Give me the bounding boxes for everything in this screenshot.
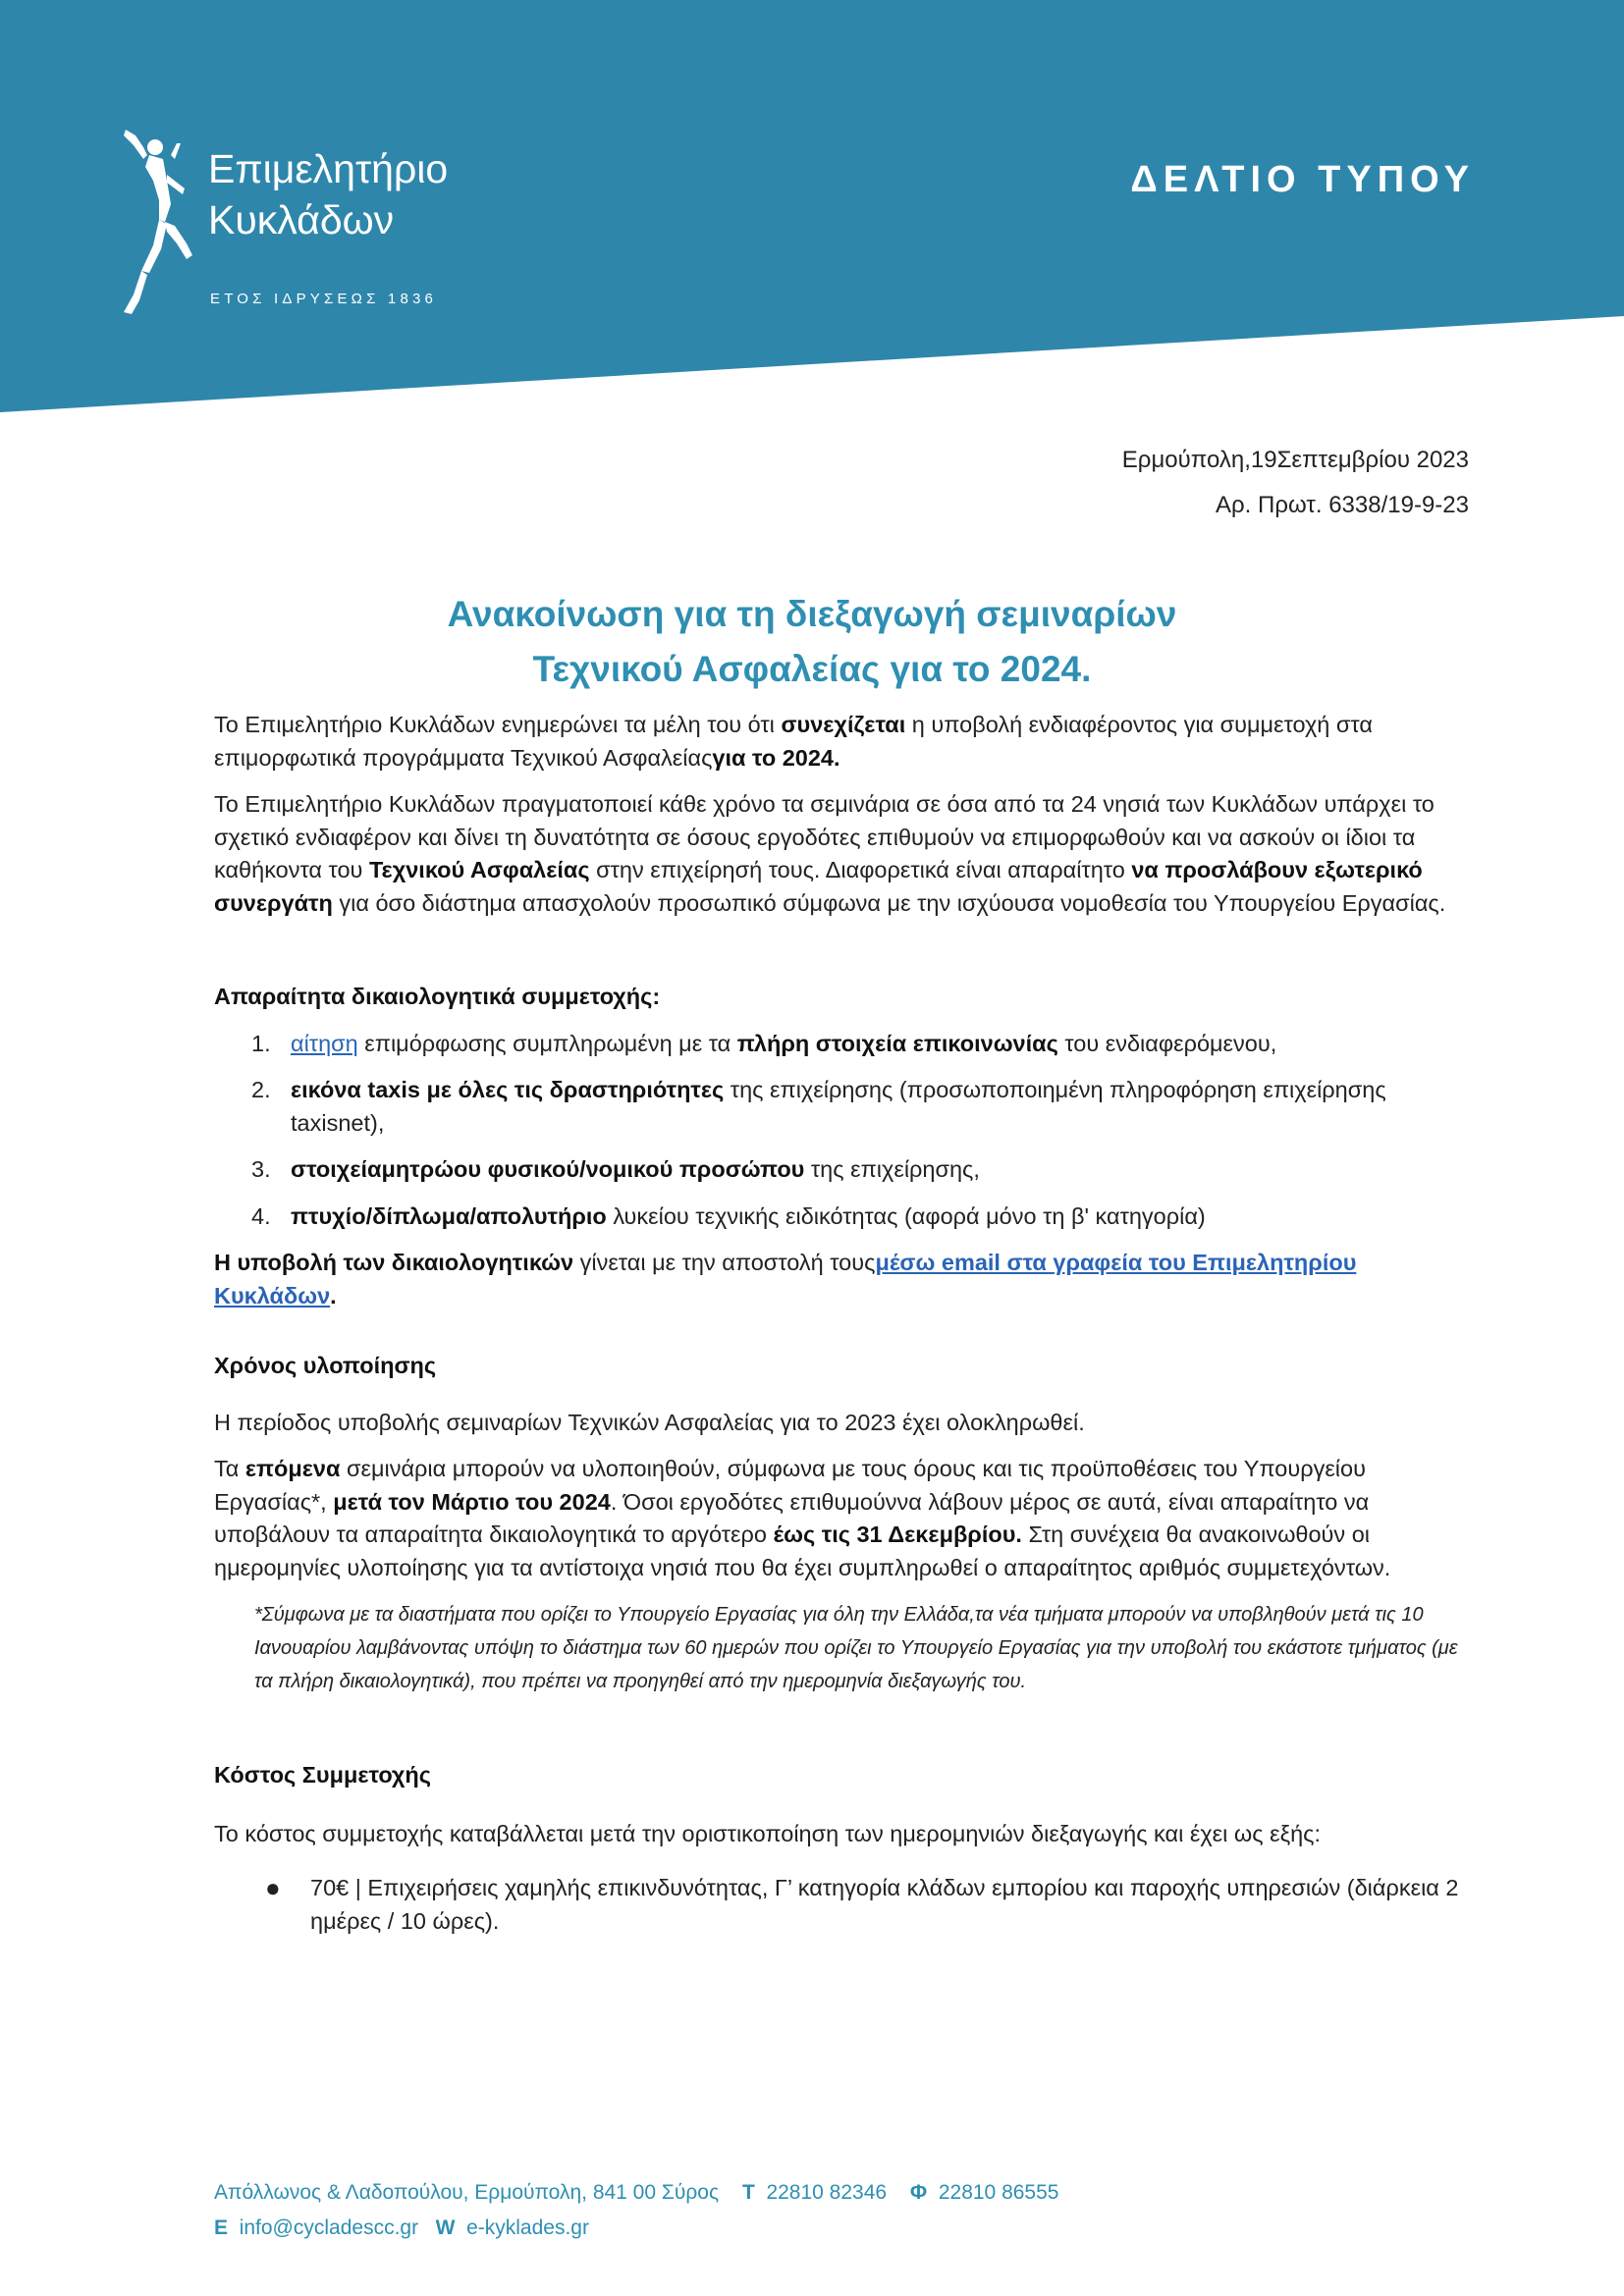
document-meta bbox=[1122, 438, 1469, 528]
list-item bbox=[214, 1074, 1481, 1140]
document-body bbox=[214, 709, 1481, 1938]
schedule-paragraph-1: Η περίοδος υποβολής σεμιναρίων Τεχνικών Ασφαλείας για το 2023 έχει ολοκληρωθεί. bbox=[214, 1409, 1085, 1435]
text-run: Το Επιμελητήριο Κυκλάδων πραγματοποιεί κάθε χρόνο τα σεμινάρια σε όσα από τα 24 νησιά των Κυκλάδων υπάρχει το σχετικό ενδιαφέρον και δίνει τη δυνατότητα σε όσους εργοδότες επιθυμούν να επιμορφωθούν και να ασκούν οι ίδιοι τα καθήκοντα του bbox=[214, 791, 1435, 882]
bold-run: για το 2024. bbox=[712, 744, 840, 771]
list-item bbox=[214, 1028, 1481, 1061]
bold-run: στοιχείαμητρώου φυσικού/νομικού προσώπου bbox=[291, 1156, 805, 1182]
address: Απόλλωνος & Λαδοπούλου, Ερμούπολη, 841 00 Σύρος bbox=[214, 2181, 720, 2204]
press-release-title: ΔΕΛΤΙΟ ΤΥΠΟΥ bbox=[1130, 159, 1475, 200]
text-run: στην επιχείρησή τους. Διαφορετικά είναι απαραίτητο bbox=[589, 857, 1132, 882]
fax-number: 22810 86555 bbox=[938, 2181, 1059, 2204]
bold-run: εικόνα taxis με όλες τις δραστηριότητες bbox=[291, 1077, 725, 1102]
tel-label: Τ bbox=[741, 2181, 755, 2204]
cost-list bbox=[214, 1872, 1481, 1938]
requirements-heading: Απαραίτητα δικαιολογητικά συμμετοχής: bbox=[214, 984, 661, 1009]
bold-run: πτυχίο/δίπλωμα/απολυτήριο bbox=[291, 1202, 607, 1229]
list-number: 3. bbox=[251, 1156, 271, 1182]
bold-run: συνεχίζεται bbox=[781, 712, 906, 737]
protocol-number: Αρ. Πρωτ. 6338/19-9-23 bbox=[1216, 492, 1469, 518]
text-run: Το Επιμελητήριο Κυκλάδων ενημερώνει τα μέλη του ότι bbox=[214, 712, 782, 737]
text-run: Στη συνέχεια θα ανακοινωθούν οι ημερομηνίες υλοποίησης για τα αντίστοιχα νησιά που θα έχει συμπληρωθεί ο απαραίτητος αριθμός συμμετεχόντων. bbox=[214, 1522, 1391, 1580]
list-item bbox=[214, 1201, 1481, 1234]
footer-line-1 bbox=[214, 2175, 1058, 2211]
fax-label: Φ bbox=[909, 2181, 928, 2204]
web-label: W bbox=[435, 2216, 456, 2239]
email-address[interactable]: info@cycladescc.gr bbox=[239, 2216, 419, 2239]
text-run: 70€ | Επιχειρήσεις χαμηλής επικινδυνότητας, Γ’ κατηγορία κλάδων εμπορίου και παροχής υπηρεσιών (διάρκεια 2 ημέρες / 10 ώρες). bbox=[310, 1875, 1459, 1934]
footnote: *Σύμφωνα με τα διαστήματα που ορίζει το Υπουργείο Εργασίας για όλη την Ελλάδα,τα νέα τμήματα μπορούν να υποβληθούν μετά τις 10 Ιανουαρίου λαμβάνοντας υπόψη το διάστημα των 60 ημερών που ορίζει το Υπουργείο Εργασίας για την υποβολή του εκάστοτε τμήματος (με τα πλήρη δικαιολογητικά), που πρέπει να προηγηθεί από την ημερομηνία διεξαγωγής του. bbox=[254, 1604, 1458, 1692]
schedule-paragraph-2 bbox=[214, 1453, 1481, 1584]
bold-run: . bbox=[330, 1282, 337, 1308]
text-run: της επιχείρησης, bbox=[804, 1156, 980, 1182]
bullet-icon: ● bbox=[265, 1873, 281, 1902]
org-name-line1: Επιμελητήριο bbox=[208, 146, 449, 191]
cost-paragraph: Το κόστος συμμετοχής καταβάλλεται μετά την οριστικοποίηση των ημερομηνιών διεξαγωγής και έχει ως εξής: bbox=[214, 1820, 1322, 1846]
place-date: Ερμούπολη,19Σεπτεμβρίου 2023 bbox=[1121, 447, 1469, 473]
document-title bbox=[0, 587, 1624, 697]
founded-year: ΕΤΟΣ ΙΔΡΥΣΕΩΣ 1836 bbox=[210, 291, 438, 307]
bold-run: πλήρη στοιχεία επικοινωνίας bbox=[736, 1030, 1058, 1056]
tel-number: 22810 82346 bbox=[766, 2181, 888, 2204]
bold-run: μετά τον Μάρτιο του 2024 bbox=[333, 1488, 611, 1515]
schedule-heading: Χρόνος υλοποίησης bbox=[214, 1353, 437, 1378]
bold-run: επόμενα bbox=[244, 1456, 341, 1481]
text-run: γίνεται με την αποστολή τους bbox=[573, 1250, 876, 1275]
text-run: για όσο διάστημα απασχολούν προσωπικό σύμφωνα με την ισχύουσα νομοθεσία του Υπουργείου Εργασίας. bbox=[332, 889, 1446, 916]
submission-paragraph bbox=[214, 1247, 1481, 1312]
footer bbox=[214, 2175, 1058, 2246]
text-run: η υποβολή ενδιαφέροντος για συμμετοχή στα επιμορφωτικά προγράμματα Τεχνικού Ασφαλείας bbox=[214, 712, 1373, 771]
text-run: σεμινάρια μπορούν να υλοποιηθούν, σύμφωνα με τους όρους και τις προϋποθέσεις του Υπουργείου Εργασίας*, bbox=[214, 1456, 1366, 1515]
email-offices-link[interactable]: μέσω email στα γραφεία του Επιμελητηρίου Κυκλάδων bbox=[214, 1250, 1357, 1308]
hermes-logo-icon bbox=[116, 126, 196, 318]
text-run: . Όσοι εργοδότες επιθυμούννα λάβουν μέρος σε αυτά, είναι απαραίτητο να υποβάλουν τα απαραίτητα δικαιολογητικά το αργότερο bbox=[214, 1488, 1370, 1547]
requirements-list bbox=[214, 1028, 1481, 1234]
intro-paragraph-2 bbox=[214, 788, 1481, 920]
intro-paragraph-1 bbox=[214, 709, 1481, 774]
bold-run: Η υποβολή των δικαιολογητικών bbox=[214, 1250, 574, 1275]
website[interactable]: e-kyklades.gr bbox=[466, 2216, 589, 2239]
list-number: 4. bbox=[251, 1202, 271, 1229]
list-number: 1. bbox=[251, 1030, 271, 1056]
title-line1: Ανακοίνωση για τη διεξαγωγή σεμιναρίων bbox=[447, 594, 1177, 634]
text-run: του ενδιαφερόμενου, bbox=[1057, 1030, 1277, 1056]
list-item bbox=[214, 1153, 1481, 1187]
bold-run: έως τις 31 Δεκεμβρίου. bbox=[773, 1522, 1022, 1547]
list-item bbox=[214, 1872, 1481, 1938]
application-link[interactable]: αίτηση bbox=[291, 1030, 358, 1056]
bold-run: Τεχνικού Ασφαλείας bbox=[368, 857, 590, 882]
bold-run: να προσλάβουν εξωτερικό συνεργάτη bbox=[214, 857, 1423, 916]
text-run: λυκείου τεχνικής ειδικότητας (αφορά μόνο τη β' κατηγορία) bbox=[606, 1202, 1206, 1229]
text-run: της επιχείρησης (προσωποποιημένη πληροφόρηση επιχείρησης taxisnet), bbox=[291, 1077, 1386, 1136]
title-line2: Τεχνικού Ασφαλείας για το 2024. bbox=[532, 649, 1092, 689]
org-name-line2: Κυκλάδων bbox=[208, 197, 395, 242]
footer-line-2 bbox=[214, 2211, 1058, 2246]
org-name bbox=[208, 143, 448, 245]
list-number: 2. bbox=[251, 1077, 271, 1102]
text-run: επιμόρφωσης συμπληρωμένη με τα bbox=[357, 1030, 737, 1056]
cost-heading: Κόστος Συμμετοχής bbox=[214, 1762, 431, 1788]
text-run: Τα bbox=[214, 1456, 245, 1481]
email-label: E bbox=[214, 2216, 229, 2239]
